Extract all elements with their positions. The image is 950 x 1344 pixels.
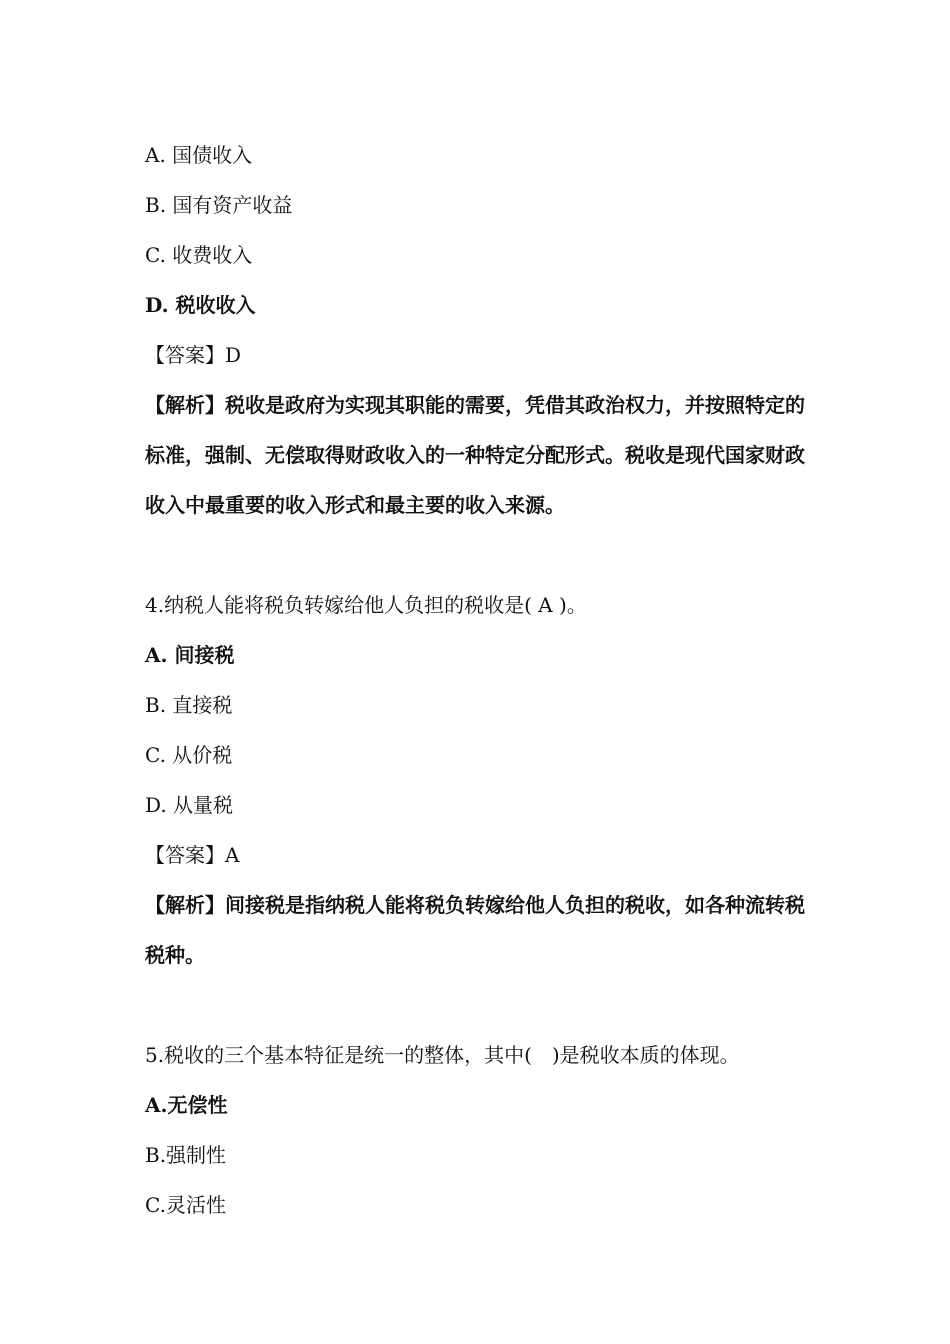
spacer [145, 980, 805, 1030]
q4-question: 4.纳税人能将税负转嫁给他人负担的税收是( A )。 [145, 593, 587, 617]
q3-option-b: B. 国有资产收益 [145, 193, 293, 217]
q4-option-b: B. 直接税 [145, 693, 233, 717]
q3-answer: 【答案】D [145, 343, 242, 367]
q5-question: 5.税收的三个基本特征是统一的整体，其中( )是税收本质的体现。 [145, 1043, 740, 1067]
q5-option-b: B.强制性 [145, 1143, 227, 1167]
q3-option-c: C. 收费收入 [145, 243, 253, 267]
q4-option-d: D. 从量税 [145, 793, 234, 817]
q3-option-a: A. 国债收入 [145, 143, 253, 167]
q5-option-a: A.无偿性 [145, 1093, 228, 1117]
document-page [145, 130, 805, 1230]
q3-option-d: D. 税收收入 [145, 293, 256, 317]
q4-analysis: 【解析】间接税是指纳税人能将税负转嫁给他人负担的税收，如各种流转税税种。 [145, 893, 805, 967]
q5-option-c: C.灵活性 [145, 1193, 226, 1217]
q4-option-a: A. 间接税 [145, 643, 235, 667]
q3-analysis: 【解析】税收是政府为实现其职能的需要，凭借其政治权力，并按照特定的标准，强制、无偿取得财政收入的一种特定分配形式。税收是现代国家财政收入中最重要的收入形式和最主要的收入来源。 [145, 393, 805, 517]
spacer [145, 530, 805, 580]
q4-option-c: C. 从价税 [145, 743, 233, 767]
q4-answer: 【答案】A [145, 843, 240, 867]
